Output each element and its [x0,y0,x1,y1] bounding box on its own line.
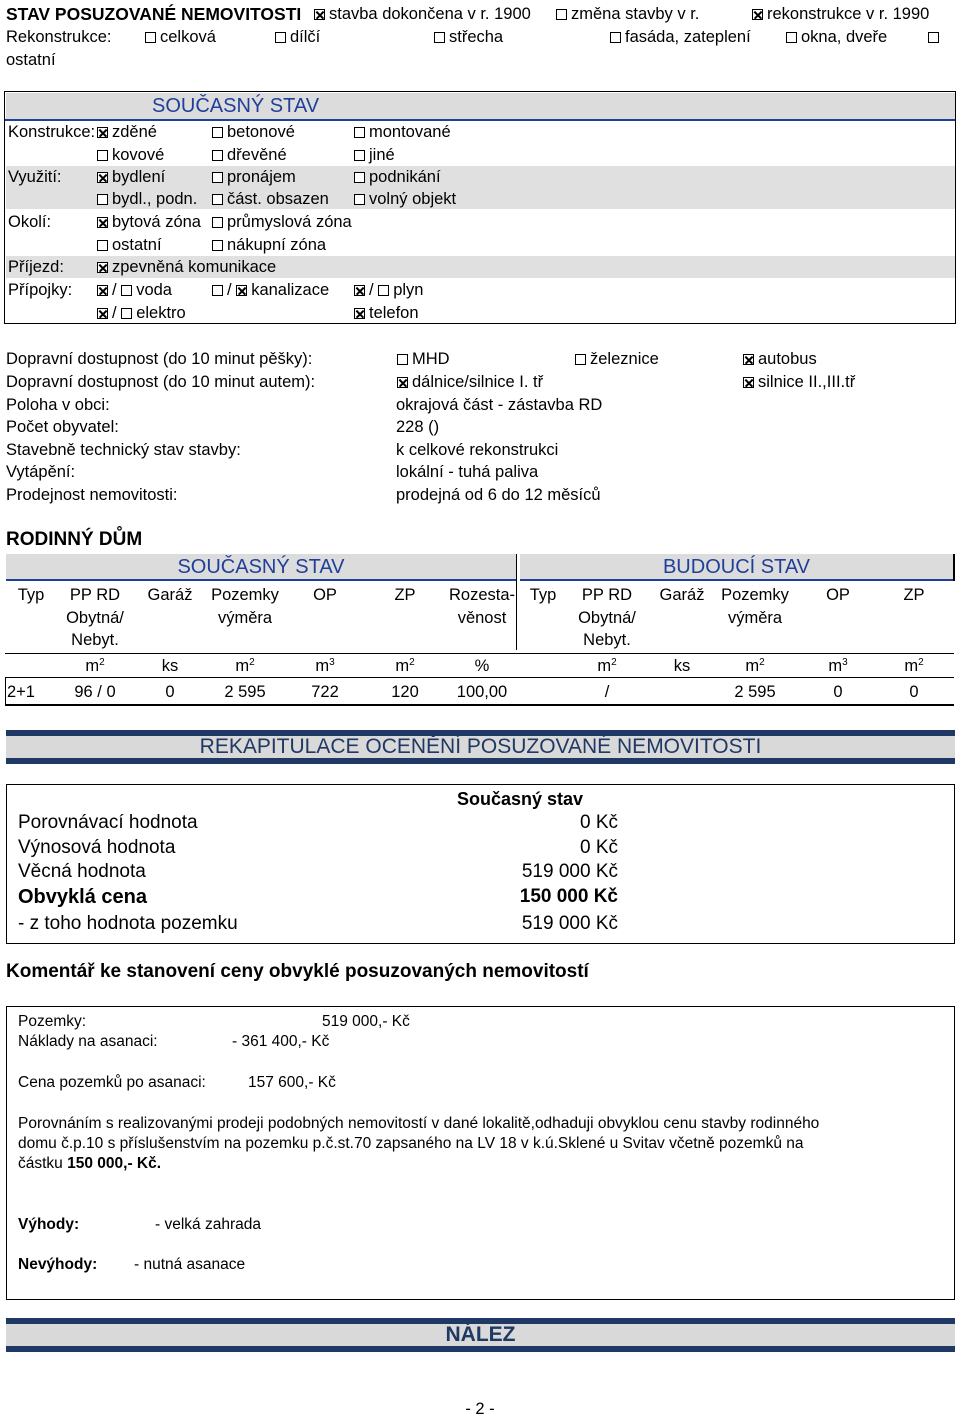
checkbox-checked-icon [354,285,365,296]
checkbox-checked-icon [97,262,108,273]
col-op-future: OP [826,586,850,604]
checkbox-icon [212,217,223,228]
use-business[interactable]: podnikání [354,167,441,187]
checkbox-icon [212,194,223,205]
walk-mhd[interactable]: MHD [397,349,450,369]
surroundings-label: Okolí: [8,213,52,231]
col-pozemky-1: Pozemky [211,586,279,604]
surroundings-residential[interactable]: bytová zóna [97,212,201,232]
construction-concrete[interactable]: betonové [212,122,295,142]
divider [6,579,516,581]
info-value-heating: lokální - tuhá paliva [396,463,539,481]
checkbox-icon [397,354,408,365]
use-rental[interactable]: pronájem [212,167,296,187]
col-pprd-future-1: PP RD [581,586,633,604]
cell-garaz: 0 [165,683,175,701]
divider [5,653,954,654]
utility-water[interactable]: / voda [97,280,172,300]
checkbox-icon [121,285,132,296]
checkbox-icon [121,308,132,319]
cell-pozemky: 2 595 [224,683,266,701]
page-number: - 2 - [465,1400,495,1418]
checkbox-checked-icon [97,308,108,319]
unit-op-future: $m^3$ [828,657,848,675]
construction-label: Konstrukce: [8,123,96,141]
comment-pozemky-label: Pozemky: [18,1013,87,1030]
col-pozemky-future-1: Pozemky [721,586,789,604]
unit-zp: $m^2$ [395,657,415,675]
checkbox-icon [354,194,365,205]
construction-wood[interactable]: dřevěné [212,145,287,165]
col-pozemky-2: výměra [217,609,273,627]
construction-other[interactable]: jiné [354,145,395,165]
checkbox-icon [434,32,445,43]
unit-zp-future: $m^2$ [904,657,924,675]
utilities-label: Přípojky: [8,281,73,299]
comment-paragraph-line2: domu č.p.10 s příslušenstvím na pozemku p.č.st.70 zapsaného na LV 18 v k.ú.Sklené u Svitav včetně pozemků na [18,1135,804,1152]
house-future-header: BUDOUCÍ STAV [520,554,953,580]
info-value-saleability: prodejná od 6 do 12 měsíců [396,486,601,504]
recon-option-other-label: ostatní [6,51,56,69]
cell-op-future: 0 [833,683,843,701]
section-title: STAV POSUZOVANÉ NEMOVITOSTI [6,4,302,24]
checkbox-icon [354,127,365,138]
surroundings-other[interactable]: ostatní [97,235,162,255]
surroundings-shopping[interactable]: nákupní zóna [212,235,326,255]
walk-rail[interactable]: železnice [575,349,659,369]
checkbox-icon [786,32,797,43]
col-pprd-3: Nebyt. [71,631,119,649]
checkbox-checked-icon [97,217,108,228]
checkbox-checked-icon [743,354,754,365]
divider [5,677,954,678]
cell-zp-future: 0 [909,683,919,701]
checkbox-checked-icon [97,285,108,296]
car-highway[interactable]: dálnice/silnice I. tř [397,372,543,392]
comment-po-asanaci-value: 157 600,- Kč [248,1074,336,1091]
comment-paragraph-line1: Porovnáním s realizovanými prodeji podobných nemovitostí v dané lokalitě,odhaduji obvyklou cenu stavby rodinného [18,1115,820,1132]
checkbox-icon [212,150,223,161]
surroundings-industrial[interactable]: průmyslová zóna [212,212,352,232]
comment-asanace-label: Náklady na asanaci: [18,1033,158,1050]
info-label-car: Dopravní dostupnost (do 10 minut autem): [6,373,316,391]
utility-sewer[interactable]: / kanalizace [212,280,329,300]
col-typ-future: Typ [529,586,557,604]
comment-pros-value: - velká zahrada [155,1216,261,1233]
utility-phone[interactable]: telefon [354,303,419,323]
use-housing[interactable]: bydlení [97,167,165,187]
recon-option-roof[interactable]: střecha [434,27,503,47]
cell-typ: 2+1 [7,683,35,701]
recap-value-comparative: 0 Kč [579,812,618,833]
col-op: OP [313,586,337,604]
info-label-location: Poloha v obci: [6,396,110,414]
checkbox-icon [97,150,108,161]
cell-pprd-future: / [604,683,610,701]
checkbox-checked-icon [314,9,325,20]
divider [5,119,955,121]
recap-col-heading: Současný stav [456,789,584,809]
unit-pozemky: $m^2$ [235,657,255,675]
cell-roz: 100,00 [456,683,508,701]
recap-value-land: 519 000 Kč [521,913,618,934]
recap-label-comparative: Porovnávací hodnota [18,812,198,833]
info-value-population: 228 () [396,418,440,436]
info-value-condition: k celkové rekonstrukci [396,441,559,459]
car-road[interactable]: silnice II.,III.tř [743,372,855,392]
checkbox-icon [378,285,389,296]
info-label-heating: Vytápění: [6,463,76,481]
recon-option-windows[interactable]: okna, dveře [786,27,887,47]
unit-op: $m^3$ [315,657,335,675]
recon-option-facade[interactable]: fasáda, zateplení [610,27,751,47]
cell-op: 722 [311,683,339,701]
checkbox-checked-icon [743,377,754,388]
checkbox-icon [354,172,365,183]
construction-metal[interactable]: kovové [97,145,164,165]
construction-prefab[interactable]: montované [354,122,451,142]
checkbox-checked-icon [97,172,108,183]
checkbox-icon [97,240,108,251]
use-mixed[interactable]: bydl., podn. [97,189,197,209]
cell-zp: 120 [391,683,419,701]
checkbox-checked-icon [397,377,408,388]
cell-pprd: 96 / 0 [74,683,116,701]
col-roz-1: Rozesta- [448,586,516,604]
checkbox-icon [928,32,939,43]
info-label-condition: Stavebně technický stav stavby: [6,441,241,459]
recap-label-income: Výnosová hodnota [18,837,176,858]
comment-cons-value: - nutná asanace [134,1256,246,1273]
info-label-walk: Dopravní dostupnost (do 10 minut pěšky): [6,350,313,368]
comment-heading: Komentář ke stanovení ceny obvyklé posuzovaných nemovitostí [6,961,589,982]
access-label: Příjezd: [8,258,64,276]
recap-value-income: 0 Kč [579,837,618,858]
comment-pozemky-value: 519 000,- Kč [322,1013,410,1030]
unit-garaz: ks [161,657,179,675]
completed-option[interactable]: stavba dokončena v r. 1900 [314,4,531,24]
comment-asanace-value: - 361 400,- Kč [232,1033,330,1050]
unit-pozemky-future: $m^2$ [745,657,765,675]
comment-paragraph-line3: částku 150 000,- Kč. [18,1155,162,1172]
info-value-location: okrajová část - zástavba RD [396,396,603,414]
recon-option-other-box[interactable] [928,27,943,47]
recap-label-usual: Obvyklá cena [18,886,147,908]
col-pprd-future-3: Nebyt. [583,631,631,649]
checkbox-icon [556,9,567,20]
col-roz-2: věnost [457,609,507,627]
checkbox-checked-icon [752,9,763,20]
reconstruction-option[interactable]: rekonstrukce v r. 1990 [752,4,929,24]
change-option[interactable]: změna stavby v r. [556,4,699,24]
checkbox-icon [212,285,223,296]
divider [953,554,955,581]
use-vacant[interactable]: volný objekt [354,189,456,209]
use-partial[interactable]: část. obsazen [212,189,329,209]
unit-pprd: $m^2$ [85,657,105,675]
recap-label-asset: Věcná hodnota [18,861,146,882]
checkbox-icon [610,32,621,43]
recap-value-usual: 150 000 Kč [519,886,618,907]
checkbox-icon [275,32,286,43]
divider [5,704,954,706]
unit-pprd-future: $m^2$ [597,657,617,675]
col-pprd-1: PP RD [69,586,121,604]
divider [5,678,6,705]
access-paved[interactable]: zpevněná komunikace [97,257,276,277]
col-garaz-future: Garáž [659,586,705,604]
use-label: Využití: [8,168,62,186]
recon-option-total[interactable]: celková [145,27,216,47]
col-zp-future: ZP [903,586,925,604]
unit-garaz-future: ks [673,657,691,675]
recap-value-asset: 519 000 Kč [521,861,618,882]
info-label-population: Počet obyvatel: [6,418,119,436]
col-pprd-future-2: Obytná/ [578,609,636,627]
comment-pros-label: Výhody: [18,1216,80,1233]
utility-electricity[interactable]: / elektro [97,303,186,323]
checkbox-icon [212,127,223,138]
checkbox-icon [145,32,156,43]
walk-bus[interactable]: autobus [743,349,817,369]
unit-roz: % [474,657,490,675]
house-current-header: SOUČASNÝ STAV [6,554,516,580]
comment-cons-label: Nevýhody: [18,1256,98,1273]
checkbox-checked-icon [236,285,247,296]
recap-header: REKAPITULACE OCENĚNÍ POSUZOVANÉ NEMOVITOSTI [6,730,955,764]
info-label-saleability: Prodejnost nemovitosti: [6,486,178,504]
checkbox-checked-icon [354,308,365,319]
checkbox-icon [212,172,223,183]
checkbox-icon [212,240,223,251]
checkbox-icon [575,354,586,365]
col-pprd-2: Obytná/ [66,609,124,627]
col-zp: ZP [394,586,416,604]
checkbox-icon [97,194,108,205]
current-state-header: SOUČASNÝ STAV [6,93,955,119]
finding-header: NÁLEZ [6,1318,955,1352]
cell-pozemky-future: 2 595 [734,683,776,701]
checkbox-icon [354,150,365,161]
reconstruction-heading: Rekonstrukce: [6,28,112,46]
construction-brick[interactable]: zděné [97,122,157,142]
checkbox-checked-icon [97,127,108,138]
house-title: RODINNÝ DŮM [6,529,143,550]
col-typ: Typ [17,586,45,604]
utility-gas[interactable]: / plyn [354,280,423,300]
divider [520,579,953,581]
recon-option-partial[interactable]: dílčí [275,27,320,47]
col-pozemky-future-2: výměra [727,609,783,627]
comment-po-asanaci-label: Cena pozemků po asanaci: [18,1074,206,1091]
recap-label-land: - z toho hodnota pozemku [18,913,238,934]
col-garaz: Garáž [147,586,193,604]
